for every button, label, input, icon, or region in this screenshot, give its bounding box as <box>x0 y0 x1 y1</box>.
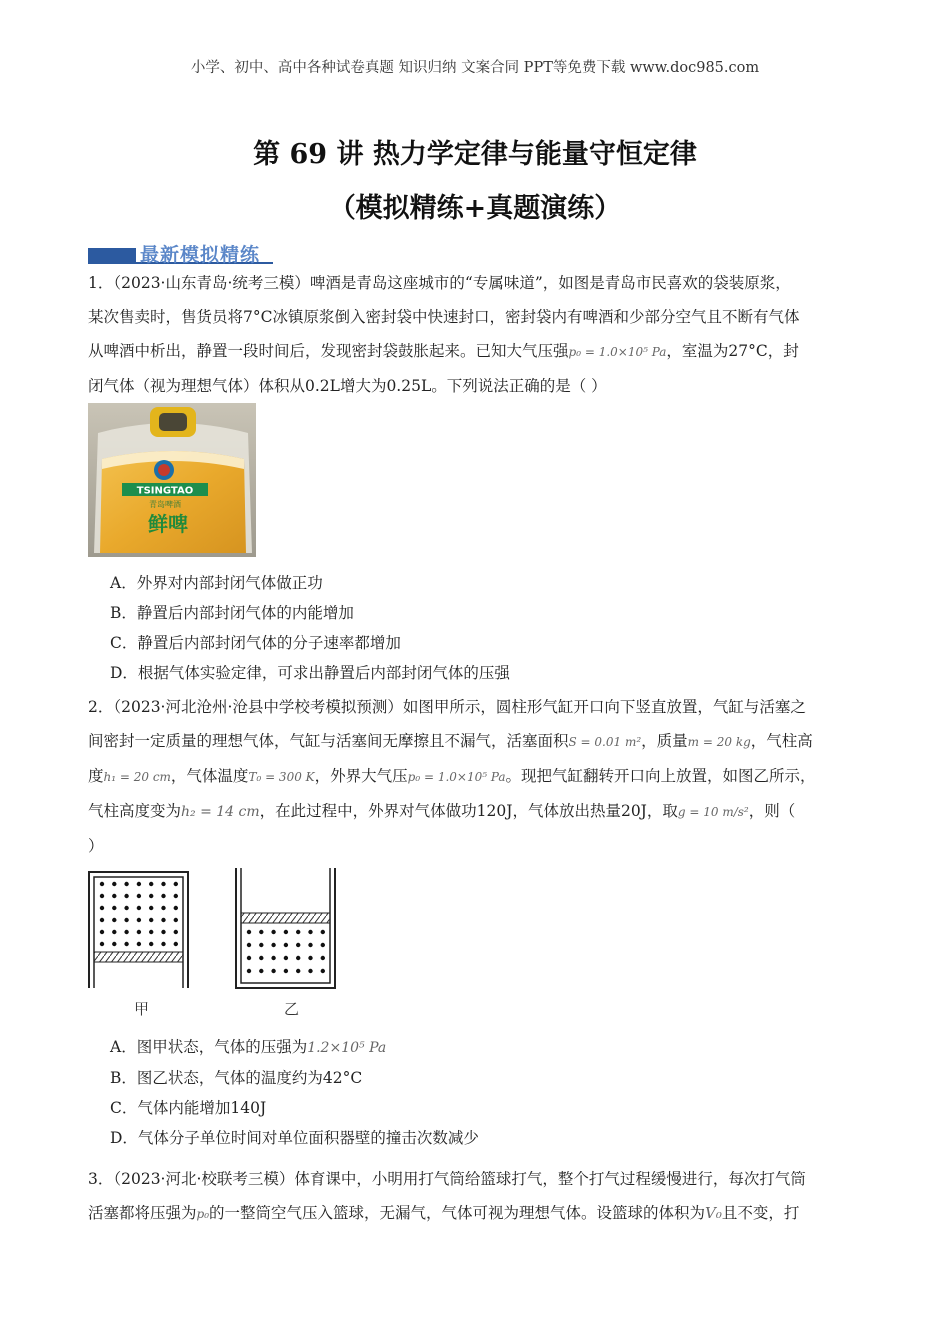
q3-line-2 <box>88 1196 864 1231</box>
gas-molecule <box>308 943 312 947</box>
gas-molecule <box>296 956 300 960</box>
gas-molecule <box>161 906 165 910</box>
gas-molecule <box>247 956 251 960</box>
gas-molecule <box>112 906 116 910</box>
page-header: 小学、初中、高中各种试卷真题 知识归纳 文案合同 PPT等免费下载 www.doc985.com <box>190 60 760 76</box>
gas-molecule <box>259 930 263 934</box>
q2-line-3-text: 度 <box>88 767 104 785</box>
gas-molecule <box>296 969 300 973</box>
gas-molecule <box>174 930 178 934</box>
q1-option-c: C．静置后内部封闭气体的分子速率都增加 <box>110 634 401 652</box>
section-banner-label: 最新模拟精练 <box>140 244 261 266</box>
gas-molecule <box>271 943 275 947</box>
q3-volume-symbol: V₀ <box>705 1204 722 1222</box>
gas-molecule <box>259 969 263 973</box>
gas-molecule <box>137 894 141 898</box>
q1-line-3 <box>88 334 864 369</box>
gas-molecule <box>284 930 288 934</box>
q2-pressure-formula: p₀ = 1.0×10⁵ Pa <box>407 770 506 784</box>
beer-bag-photo <box>88 403 256 557</box>
gas-molecule <box>112 918 116 922</box>
q2-line-4-text-c: ，则（ <box>748 802 796 820</box>
gas-molecule <box>161 918 165 922</box>
gas-molecule <box>124 906 128 910</box>
q2-line-2-text: 间密封一定质量的理想气体，气缸与活塞间无摩擦且不漏气，活塞面积 <box>88 732 569 750</box>
gas-molecule <box>124 882 128 886</box>
photo-subtitle: 青岛啤酒 <box>149 500 181 509</box>
gas-molecule <box>161 894 165 898</box>
q2-line-3-text-d: 。现把气缸翻转开口向上放置，如图乙所示， <box>505 767 816 785</box>
q2-gravity-formula: g = 10 m/s² <box>677 805 749 819</box>
gas-molecule <box>321 943 325 947</box>
gas-molecule <box>308 969 312 973</box>
gas-molecule <box>321 969 325 973</box>
gas-molecule <box>100 942 104 946</box>
q1-option-d: D．根据气体实验定律，可求出静置后内部封闭气体的压强 <box>110 664 510 682</box>
gas-molecule <box>112 894 116 898</box>
figure-label-a: 甲 <box>134 1000 150 1018</box>
page-subtitle: （模拟精练+真题演练） <box>328 193 622 224</box>
gas-molecule <box>161 930 165 934</box>
gas-molecule <box>174 942 178 946</box>
gas-molecule <box>174 918 178 922</box>
gas-molecule <box>137 930 141 934</box>
gas-molecule <box>149 918 153 922</box>
cylinder-diagrams <box>86 868 346 993</box>
gas-molecule <box>308 956 312 960</box>
banner-bar <box>88 248 136 262</box>
gas-molecule <box>308 930 312 934</box>
q1-option-b: B．静置后内部封闭气体的内能增加 <box>110 604 354 622</box>
q1-pressure-formula: p₀ = 1.0×10⁵ Pa <box>568 345 667 359</box>
figure-label-b: 乙 <box>284 1000 300 1018</box>
q3-line-2-text-b: 的一整筒空气压入篮球，无漏气，气体可视为理想气体。设篮球的体积为 <box>209 1204 706 1222</box>
beer-bag-image <box>88 403 256 557</box>
q3-line-1: 3．（2023·河北·校联考三模）体育课中，小明用打气筒给篮球打气，整个打气过程缓慢进行，每次打气筒 <box>88 1170 806 1188</box>
q2-line-4-text: 气柱高度变为 <box>88 802 182 820</box>
gas-molecule <box>161 882 165 886</box>
q1-line-1: 1．（2023·山东青岛·统考三模）啤酒是青岛这座城市的“专属味道”，如图是青岛市民喜欢的袋装原浆， <box>88 274 791 292</box>
question-2 <box>88 690 864 863</box>
q2-options <box>110 1032 479 1153</box>
q2-option-a-formula: 1.2×10⁵ Pa <box>307 1040 387 1056</box>
q1-line-4: 闭气体（视为理想气体）体积从0.2L增大为0.25L。下列说法正确的是（ ） <box>88 377 607 395</box>
cylinder-b <box>236 868 335 988</box>
photo-product: 鲜啤 <box>148 512 188 536</box>
q2-line-3 <box>88 759 864 794</box>
gas-molecule <box>137 918 141 922</box>
gas-molecule <box>271 969 275 973</box>
q2-option-d: D．气体分子单位时间对单位面积器壁的撞击次数减少 <box>110 1129 479 1147</box>
gas-molecule <box>137 942 141 946</box>
q2-option-a-text: A．图甲状态，气体的压强为 <box>110 1038 308 1056</box>
q1-line-3-text-end: ，室温为27°C，封 <box>666 342 799 360</box>
q2-line-4-text-b: ，在此过程中，外界对气体做功120J，气体放出热量20J，取 <box>259 802 678 820</box>
q2-line-5: ） <box>88 837 104 855</box>
gas-molecule <box>124 942 128 946</box>
gas-molecule <box>259 943 263 947</box>
gas-molecule <box>149 894 153 898</box>
gas-molecule <box>149 906 153 910</box>
q2-height2-formula: h₂ = 14 cm <box>181 804 260 820</box>
q2-line-4 <box>88 794 864 829</box>
q1-line-3-text: 从啤酒中析出，静置一段时间后，发现密封袋鼓胀起来。已知大气压强 <box>88 342 569 360</box>
q2-line-2-text-c: ，气柱高 <box>750 732 813 750</box>
q2-temp-formula: T₀ = 300 K <box>248 770 315 784</box>
q1-line-2: 某次售卖时，售货员将7°C冰镇原浆倒入密封袋中快速封口，密封袋内有啤酒和少部分空气且不断有气体 <box>88 308 800 326</box>
gas-molecule <box>247 943 251 947</box>
gas-molecule <box>100 882 104 886</box>
q2-height1-formula: h₁ = 20 cm <box>103 770 171 784</box>
gas-molecule <box>100 906 104 910</box>
q1-options <box>110 568 510 688</box>
question-1 <box>88 266 864 403</box>
gas-molecule <box>174 894 178 898</box>
q2-line-3-text-b: ，气体温度 <box>170 767 249 785</box>
gas-molecule <box>247 969 251 973</box>
q2-line-1: 2．（2023·河北沧州·沧县中学校考模拟预测）如图甲所示，圆柱形气缸开口向下竖直放置，气缸与活塞之 <box>88 698 806 716</box>
gas-molecule <box>174 882 178 886</box>
gas-molecule <box>137 906 141 910</box>
question-3 <box>88 1162 864 1231</box>
q2-line-2 <box>88 724 864 759</box>
gas-molecule <box>124 894 128 898</box>
q3-line-2-text: 活塞都将压强为 <box>88 1204 197 1222</box>
q3-line-2-text-c: 且不变，打 <box>721 1204 800 1222</box>
gas-molecule <box>247 930 251 934</box>
cylinder-a <box>89 872 188 988</box>
gas-molecule <box>271 930 275 934</box>
gas-molecule <box>321 956 325 960</box>
gas-molecule <box>149 942 153 946</box>
gas-molecule <box>174 906 178 910</box>
q2-line-2-text-b: ，质量 <box>641 732 688 750</box>
q2-option-b: B．图乙状态，气体的温度约为42°C <box>110 1069 363 1087</box>
gas-molecule <box>124 930 128 934</box>
photo-brand: TSINGTAO <box>136 485 194 497</box>
gas-molecule <box>284 956 288 960</box>
gas-molecule <box>259 956 263 960</box>
gas-molecule <box>137 882 141 886</box>
gas-molecule <box>161 942 165 946</box>
gas-molecule <box>124 918 128 922</box>
q2-option-a <box>110 1032 479 1063</box>
q2-option-c: C．气体内能增加140J <box>110 1099 267 1117</box>
gas-molecule <box>100 918 104 922</box>
gas-molecule <box>321 930 325 934</box>
q2-mass-formula: m = 20 kg <box>687 735 751 749</box>
gas-molecule <box>296 930 300 934</box>
gas-molecule <box>296 943 300 947</box>
gas-molecule <box>100 930 104 934</box>
gas-molecule <box>112 882 116 886</box>
q2-area-formula: S = 0.01 m² <box>568 735 642 749</box>
gas-molecule <box>284 943 288 947</box>
q3-pressure-symbol: p₀ <box>196 1207 210 1221</box>
gas-molecule <box>112 930 116 934</box>
q2-line-3-text-c: ，外界大气压 <box>314 767 408 785</box>
gas-molecule <box>112 942 116 946</box>
q1-option-a: A．外界对内部封闭气体做正功 <box>110 574 323 592</box>
page-title: 第 69 讲 热力学定律与能量守恒定律 <box>253 139 697 170</box>
gas-molecule <box>284 969 288 973</box>
gas-molecule <box>100 894 104 898</box>
gas-molecule <box>271 956 275 960</box>
gas-molecule <box>149 882 153 886</box>
gas-molecule <box>149 930 153 934</box>
